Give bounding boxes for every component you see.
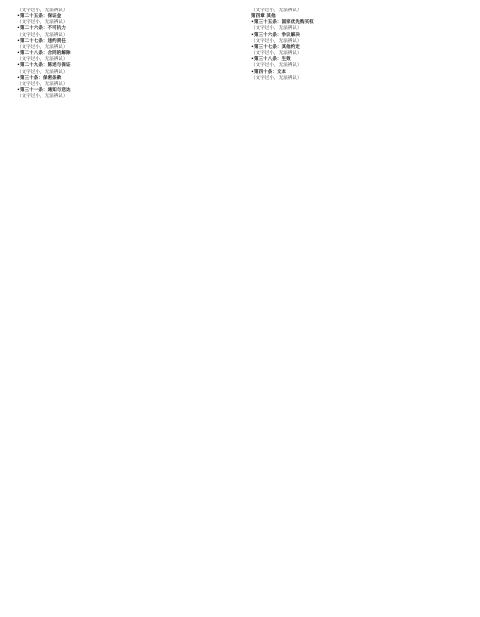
paragraph: （文字过小，无法辨认）	[17, 69, 68, 75]
article-heading: •第二十五条：保证金	[17, 14, 62, 20]
article-heading: •第四十条：文本	[251, 69, 287, 75]
paragraph: （文字过小，无法辨认）	[17, 57, 68, 63]
paragraph: （文字过小，无法辨认）	[17, 8, 68, 13]
article-heading: •第二十六条：不可抗力	[17, 26, 66, 32]
article-heading: •第二十九条：陈述与保证	[17, 63, 71, 69]
paragraph: （文字过小，无法辨认）	[17, 20, 68, 26]
paragraph: （文字过小，无法辨认）	[17, 44, 68, 50]
paragraph: （文字过小，无法辨认）	[251, 26, 302, 32]
article-heading: •第三十八条：生效	[251, 57, 291, 63]
left-text-column	[17, 8, 222, 599]
article-heading: •第二十七条：违约责任	[17, 38, 66, 44]
paragraph: （文字过小，无法辨认）	[251, 8, 302, 13]
paragraph: （文字过小，无法辨认）	[17, 94, 68, 100]
article-heading: •第三十七条：其他约定	[251, 44, 300, 50]
paragraph: （文字过小，无法辨认）	[251, 51, 302, 57]
article-heading: •第三十五条：国家优先购买权	[251, 20, 314, 26]
paragraph: （文字过小，无法辨认）	[17, 32, 68, 38]
article-heading: •第三十一条：通知与送达	[17, 88, 71, 94]
right-text-column	[251, 8, 456, 285]
paragraph: （文字过小，无法辨认）	[251, 63, 302, 69]
article-heading: •第三十条：保密条款	[17, 75, 62, 81]
article-heading: •第三十六条：争议解决	[251, 32, 300, 38]
article-heading: 第四章 其他	[251, 14, 276, 20]
paragraph: （文字过小，无法辨认）	[17, 81, 68, 87]
article-heading: •第二十八条：合同的解除	[17, 51, 71, 57]
paragraph: （文字过小，无法辨认）	[251, 75, 302, 81]
paragraph: （文字过小，无法辨认）	[251, 38, 302, 44]
